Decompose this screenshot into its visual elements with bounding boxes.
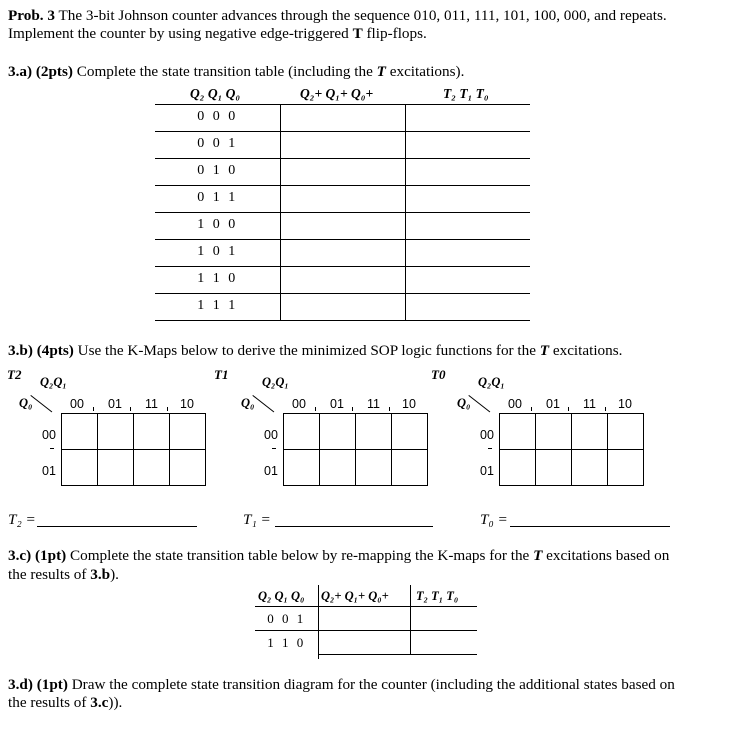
table-a-t-input[interactable] bbox=[407, 133, 528, 156]
kmap-cell[interactable] bbox=[571, 449, 608, 486]
part-a-t-letter: T bbox=[376, 63, 386, 80]
kmap-tick bbox=[167, 407, 168, 411]
table-c-t-input[interactable] bbox=[412, 632, 475, 652]
part-c-heading-2 bbox=[8, 566, 119, 584]
part-b-heading bbox=[8, 342, 622, 360]
problem-label: Prob. 3 bbox=[8, 7, 55, 24]
part-c-text-before: Complete the state transition table below by re-mapping the K-maps for the bbox=[70, 547, 530, 564]
kmap-col-variable: Q₂Q₁ bbox=[262, 375, 289, 389]
kmap-cell[interactable] bbox=[607, 413, 644, 450]
table-a-row-divider bbox=[155, 266, 530, 267]
table-a-header-t: T₂ T₁ T₀ bbox=[443, 86, 489, 101]
kmap-answer-blank[interactable] bbox=[37, 512, 197, 527]
table-a-present-state: 0 1 1 bbox=[197, 190, 238, 205]
kmap-row-label: 00 bbox=[264, 428, 278, 442]
part-d-line2-b: 3.c bbox=[90, 694, 109, 711]
kmap-col-variable: Q₂Q₁ bbox=[478, 375, 505, 389]
table-a-row-divider bbox=[155, 212, 530, 213]
part-c-line2-c: ). bbox=[110, 566, 119, 583]
part-b-t-letter: T bbox=[539, 342, 550, 359]
table-a-next-state-input[interactable] bbox=[282, 106, 403, 129]
kmap-tick bbox=[531, 407, 532, 411]
kmap-cell[interactable] bbox=[97, 449, 134, 486]
kmap-col-label: 01 bbox=[546, 397, 560, 411]
kmap-cell[interactable] bbox=[97, 413, 134, 450]
part-b-label: 3.b) (4pts) bbox=[8, 342, 74, 359]
kmap-title: T2 bbox=[7, 367, 22, 382]
kmap-tick bbox=[488, 448, 492, 449]
table-a-t-input[interactable] bbox=[407, 295, 528, 318]
table-a-col-divider bbox=[280, 104, 281, 320]
kmap-cell[interactable] bbox=[391, 449, 428, 486]
table-a-present-state: 1 0 1 bbox=[197, 244, 238, 259]
table-a-row-divider bbox=[155, 158, 530, 159]
table-c-col-divider bbox=[410, 585, 411, 654]
kmap-cell[interactable] bbox=[499, 449, 536, 486]
kmap-row-label: 01 bbox=[264, 464, 278, 478]
table-a-header-present: Q₂ Q₁ Q₀ bbox=[190, 86, 241, 101]
kmap-cell[interactable] bbox=[169, 449, 206, 486]
table-a-t-input[interactable] bbox=[407, 214, 528, 237]
kmap-cell[interactable] bbox=[571, 413, 608, 450]
table-c-header-t: T₂ T₁ T₀ bbox=[416, 589, 459, 603]
kmap-cell[interactable] bbox=[133, 413, 170, 450]
kmap-col-label: 00 bbox=[292, 397, 306, 411]
table-a-t-input[interactable] bbox=[407, 187, 528, 210]
table-a-next-state-input[interactable] bbox=[282, 160, 403, 183]
table-c-t-input[interactable] bbox=[412, 608, 475, 628]
table-c-bottom-border bbox=[318, 654, 477, 655]
kmap-answer-label: T₂ = bbox=[8, 511, 36, 528]
part-a-text-before: Complete the state transition table (including the bbox=[76, 63, 373, 80]
kmap-col-label: 11 bbox=[583, 397, 596, 411]
kmap-answer-blank[interactable] bbox=[275, 512, 433, 527]
kmap-cell[interactable] bbox=[283, 449, 320, 486]
kmap-tick bbox=[50, 448, 54, 449]
kmap-row-label: 01 bbox=[480, 464, 494, 478]
part-c-t-letter: T bbox=[533, 547, 543, 564]
kmap-row-label: 01 bbox=[42, 464, 56, 478]
part-b-text-after: excitations. bbox=[552, 342, 623, 359]
kmap-cell[interactable] bbox=[391, 413, 428, 450]
kmap-tick bbox=[605, 407, 606, 411]
part-d-heading-1 bbox=[8, 676, 675, 694]
table-a-row-divider bbox=[155, 239, 530, 240]
table-a-t-input[interactable] bbox=[407, 106, 528, 129]
part-d-line2-a: the results of bbox=[8, 694, 87, 711]
part-d-heading-2 bbox=[8, 694, 122, 712]
table-c-next-state-input[interactable] bbox=[320, 632, 408, 652]
table-a-t-input[interactable] bbox=[407, 241, 528, 264]
part-c-label: 3.c) (1pt) bbox=[8, 547, 67, 564]
table-c-col-divider bbox=[318, 585, 319, 659]
part-d-text: Draw the complete state transition diagram for the counter (including the additional states based on bbox=[71, 676, 675, 693]
kmap-tick bbox=[352, 407, 353, 411]
kmap-title: T1 bbox=[214, 367, 229, 382]
kmap-col-label: 10 bbox=[402, 397, 416, 411]
kmap-col-variable: Q₂Q₁ bbox=[40, 375, 67, 389]
kmap-cell[interactable] bbox=[61, 449, 98, 486]
problem-t-letter: T bbox=[352, 25, 363, 42]
problem-line-2 bbox=[8, 25, 427, 43]
table-a-row-divider bbox=[155, 293, 530, 294]
kmap-cell[interactable] bbox=[283, 413, 320, 450]
kmap-col-label: 11 bbox=[367, 397, 380, 411]
table-c-present-state: 0 0 1 bbox=[267, 611, 306, 626]
kmap-col-label: 01 bbox=[330, 397, 344, 411]
kmap-cell[interactable] bbox=[499, 413, 536, 450]
kmap-answer-label: T₀ = bbox=[480, 511, 508, 528]
kmap-row-label: 00 bbox=[42, 428, 56, 442]
problem-text-2b: flip-flops. bbox=[366, 25, 427, 42]
table-a-t-input[interactable] bbox=[407, 160, 528, 183]
kmap-cell[interactable] bbox=[61, 413, 98, 450]
kmap-cell[interactable] bbox=[319, 413, 356, 450]
kmap-row-variable: Q₀ bbox=[457, 396, 471, 410]
part-c-text-after: excitations based on bbox=[546, 547, 670, 564]
kmap-row-label: 00 bbox=[480, 428, 494, 442]
kmap-cell[interactable] bbox=[355, 449, 392, 486]
table-a-next-state-input[interactable] bbox=[282, 295, 403, 318]
table-c-row-divider bbox=[255, 630, 477, 631]
kmap-answer-label: T₁ = bbox=[243, 511, 271, 528]
part-c-line2-a: the results of bbox=[8, 566, 87, 583]
table-a-row-divider bbox=[155, 320, 530, 321]
part-b-text-before: Use the K-Maps below to derive the minimized SOP logic functions for the bbox=[77, 342, 536, 359]
table-a-row-divider bbox=[155, 185, 530, 186]
kmap-col-label: 00 bbox=[70, 397, 84, 411]
table-a-t-input[interactable] bbox=[407, 268, 528, 291]
kmap-cell[interactable] bbox=[319, 449, 356, 486]
kmap-col-label: 00 bbox=[508, 397, 522, 411]
kmap-title: T0 bbox=[431, 367, 446, 382]
table-c-present-state: 1 1 0 bbox=[267, 635, 306, 650]
problem-text-1: The 3-bit Johnson counter advances through the sequence 010, 011, 111, 101, 100, 000, and repeats. bbox=[58, 7, 667, 24]
table-c-header-next: Q₂+ Q₁+ Q₀+ bbox=[321, 589, 389, 603]
kmap-col-label: 10 bbox=[618, 397, 632, 411]
kmap-col-label: 10 bbox=[180, 397, 194, 411]
kmap-cell[interactable] bbox=[355, 413, 392, 450]
kmap-col-label: 01 bbox=[108, 397, 122, 411]
kmap-diagonal bbox=[252, 395, 274, 412]
kmap-tick bbox=[389, 407, 390, 411]
part-a-label: 3.a) (2pts) bbox=[8, 63, 73, 80]
kmap-col-label: 11 bbox=[145, 397, 158, 411]
kmap-tick bbox=[272, 448, 276, 449]
kmap-tick bbox=[93, 407, 94, 411]
kmap-tick bbox=[130, 407, 131, 411]
part-c-heading-1 bbox=[8, 547, 669, 565]
kmap-tick bbox=[315, 407, 316, 411]
table-a-next-state-input[interactable] bbox=[282, 268, 403, 291]
table-a-next-state-input[interactable] bbox=[282, 133, 403, 156]
table-a-header-next: Q₂+ Q₁+ Q₀+ bbox=[300, 86, 374, 101]
table-c-header-present: Q₂ Q₁ Q₀ bbox=[258, 589, 305, 603]
kmap-cell[interactable] bbox=[535, 413, 572, 450]
part-c-line2-b: 3.b bbox=[90, 566, 111, 583]
table-a-row-divider bbox=[155, 131, 530, 132]
table-a-next-state-input[interactable] bbox=[282, 241, 403, 264]
table-a-present-state: 1 1 0 bbox=[197, 271, 238, 286]
part-a-heading bbox=[8, 63, 464, 81]
table-a-col-divider bbox=[405, 104, 406, 320]
part-d-line2-c: )). bbox=[108, 694, 123, 711]
part-d-label: 3.d) (1pt) bbox=[8, 676, 68, 693]
part-a-text-after: excitations). bbox=[389, 63, 465, 80]
table-a-next-state-input[interactable] bbox=[282, 214, 403, 237]
problem-line-1 bbox=[8, 7, 667, 25]
kmap-diagonal bbox=[30, 395, 52, 412]
problem-text-2a: Implement the counter by using negative edge-triggered bbox=[8, 25, 349, 42]
kmap-row-variable: Q₀ bbox=[241, 396, 255, 410]
kmap-cell[interactable] bbox=[169, 413, 206, 450]
table-a-present-state: 0 0 1 bbox=[197, 136, 238, 151]
table-a-present-state: 1 0 0 bbox=[197, 217, 238, 232]
kmap-cell[interactable] bbox=[607, 449, 644, 486]
table-a-present-state: 1 1 1 bbox=[197, 298, 238, 313]
table-a-present-state: 0 1 0 bbox=[197, 163, 238, 178]
table-c-next-state-input[interactable] bbox=[320, 608, 408, 628]
table-a-next-state-input[interactable] bbox=[282, 187, 403, 210]
kmap-cell[interactable] bbox=[133, 449, 170, 486]
table-a-present-state: 0 0 0 bbox=[197, 109, 238, 124]
kmap-cell[interactable] bbox=[535, 449, 572, 486]
kmap-answer-blank[interactable] bbox=[510, 512, 670, 527]
kmap-tick bbox=[568, 407, 569, 411]
kmap-diagonal bbox=[468, 395, 490, 412]
kmap-row-variable: Q₀ bbox=[19, 396, 33, 410]
